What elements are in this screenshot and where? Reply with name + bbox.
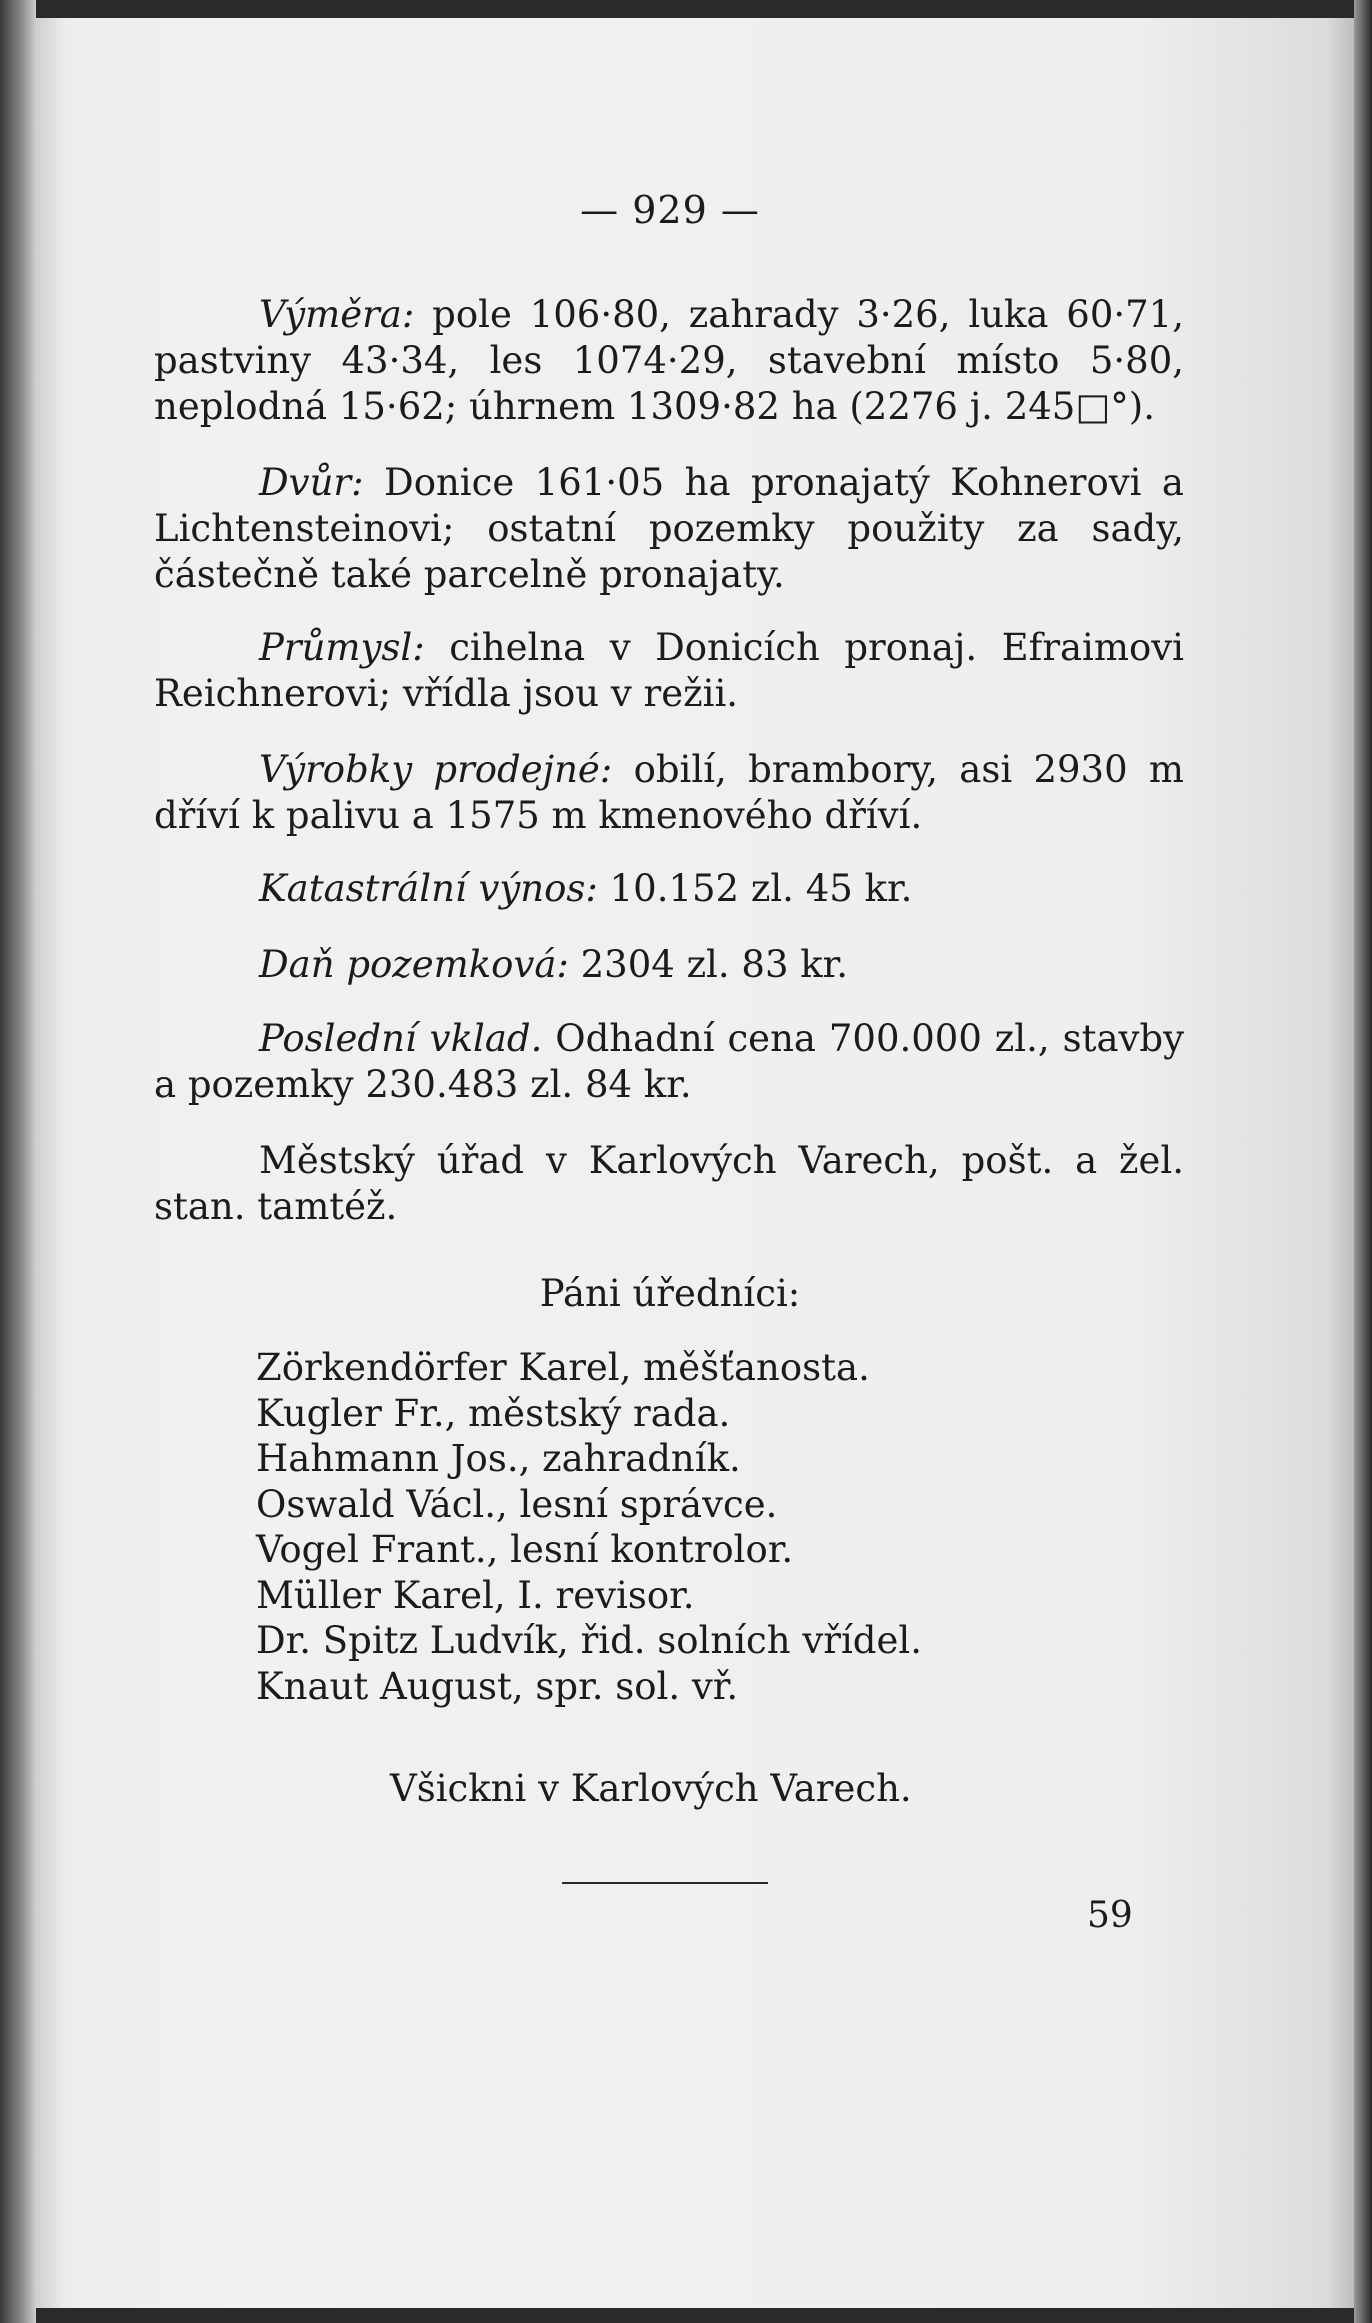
paragraph-mestsky-urad (154, 1138, 1184, 1230)
term-label: Daň pozemková: (259, 943, 569, 986)
officials-location-note: Všickni v Karlových Varech. (390, 1767, 912, 1810)
paragraph-text: Donice 161·05 ha pronajatý Kohnerovi a Lichtensteinovi; ostatní pozemky použity za sady, částečně také parcelně pronajaty. (154, 461, 1184, 596)
official-entry: Hahmann Jos., zahradník. (256, 1437, 741, 1480)
paragraph-text: Městský úřad v Karlových Varech, pošt. a žel. stan. tamtéž. (154, 1139, 1184, 1228)
page-edge (1354, 0, 1372, 2323)
paragraph-prumysl (154, 625, 1184, 717)
term-label: Katastrální výnos: (259, 867, 598, 910)
official-entry: Oswald Václ., lesní správce. (256, 1482, 778, 1526)
paragraph-text: 10.152 zl. 45 kr. (609, 867, 913, 910)
footer-rule (562, 1882, 768, 1884)
paragraph-dan-pozemkova (154, 942, 1184, 988)
officials-list (256, 1345, 922, 1709)
official-entry: Dr. Spitz Ludvík, řid. solních vřídel. (256, 1619, 922, 1662)
official-entry: Knaut August, spr. sol. vř. (256, 1664, 739, 1708)
term-label: Poslední vklad. (259, 1017, 543, 1060)
paragraph-text: 2304 zl. 83 kr. (580, 943, 849, 986)
page-number-header: — 929 — (580, 188, 760, 232)
printer-signature-mark: 59 (1087, 1895, 1133, 1936)
paragraph-posledni-vklad (154, 1016, 1184, 1108)
paragraph-katastralni-vynos (154, 866, 1184, 912)
paragraph-text: obilí, brambory, asi 2930 m dříví k palivu a 1575 m kmenového dříví. (154, 748, 1185, 837)
term-label: Průmysl: (259, 626, 425, 669)
official-entry: Zörkendörfer Karel, měšťanosta. (256, 1346, 870, 1389)
official-entry: Vogel Frant., lesní kontrolor. (256, 1528, 794, 1571)
officials-heading: Páni úředníci: (539, 1272, 801, 1315)
paragraph-text: pole 106·80, zahrady 3·26, luka 60·71, pastviny 43·34, les 1074·29, stavební místo 5·80, neplodná 15·62; úhrnem 1309·82 ha (2276 j. 245□°). (154, 293, 1184, 428)
paragraph-vyrobky (154, 747, 1184, 839)
paragraph-vymera (154, 292, 1184, 430)
paragraph-text: cihelna v Donicích pronaj. Efraimovi Reichnerovi; vřídla jsou v režii. (154, 626, 1184, 715)
book-gutter (0, 0, 36, 2323)
term-label: Výměra: (259, 293, 415, 336)
official-entry: Kugler Fr., městský rada. (256, 1391, 731, 1435)
paragraph-text: Odhadní cena 700.000 zl., stavby a pozemky 230.483 zl. 84 kr. (154, 1017, 1184, 1106)
term-label: Výrobky prodejné: (259, 748, 613, 791)
term-label: Dvůr: (259, 461, 364, 504)
paragraph-dvur (154, 460, 1184, 598)
official-entry: Müller Karel, I. revisor. (256, 1573, 695, 1617)
